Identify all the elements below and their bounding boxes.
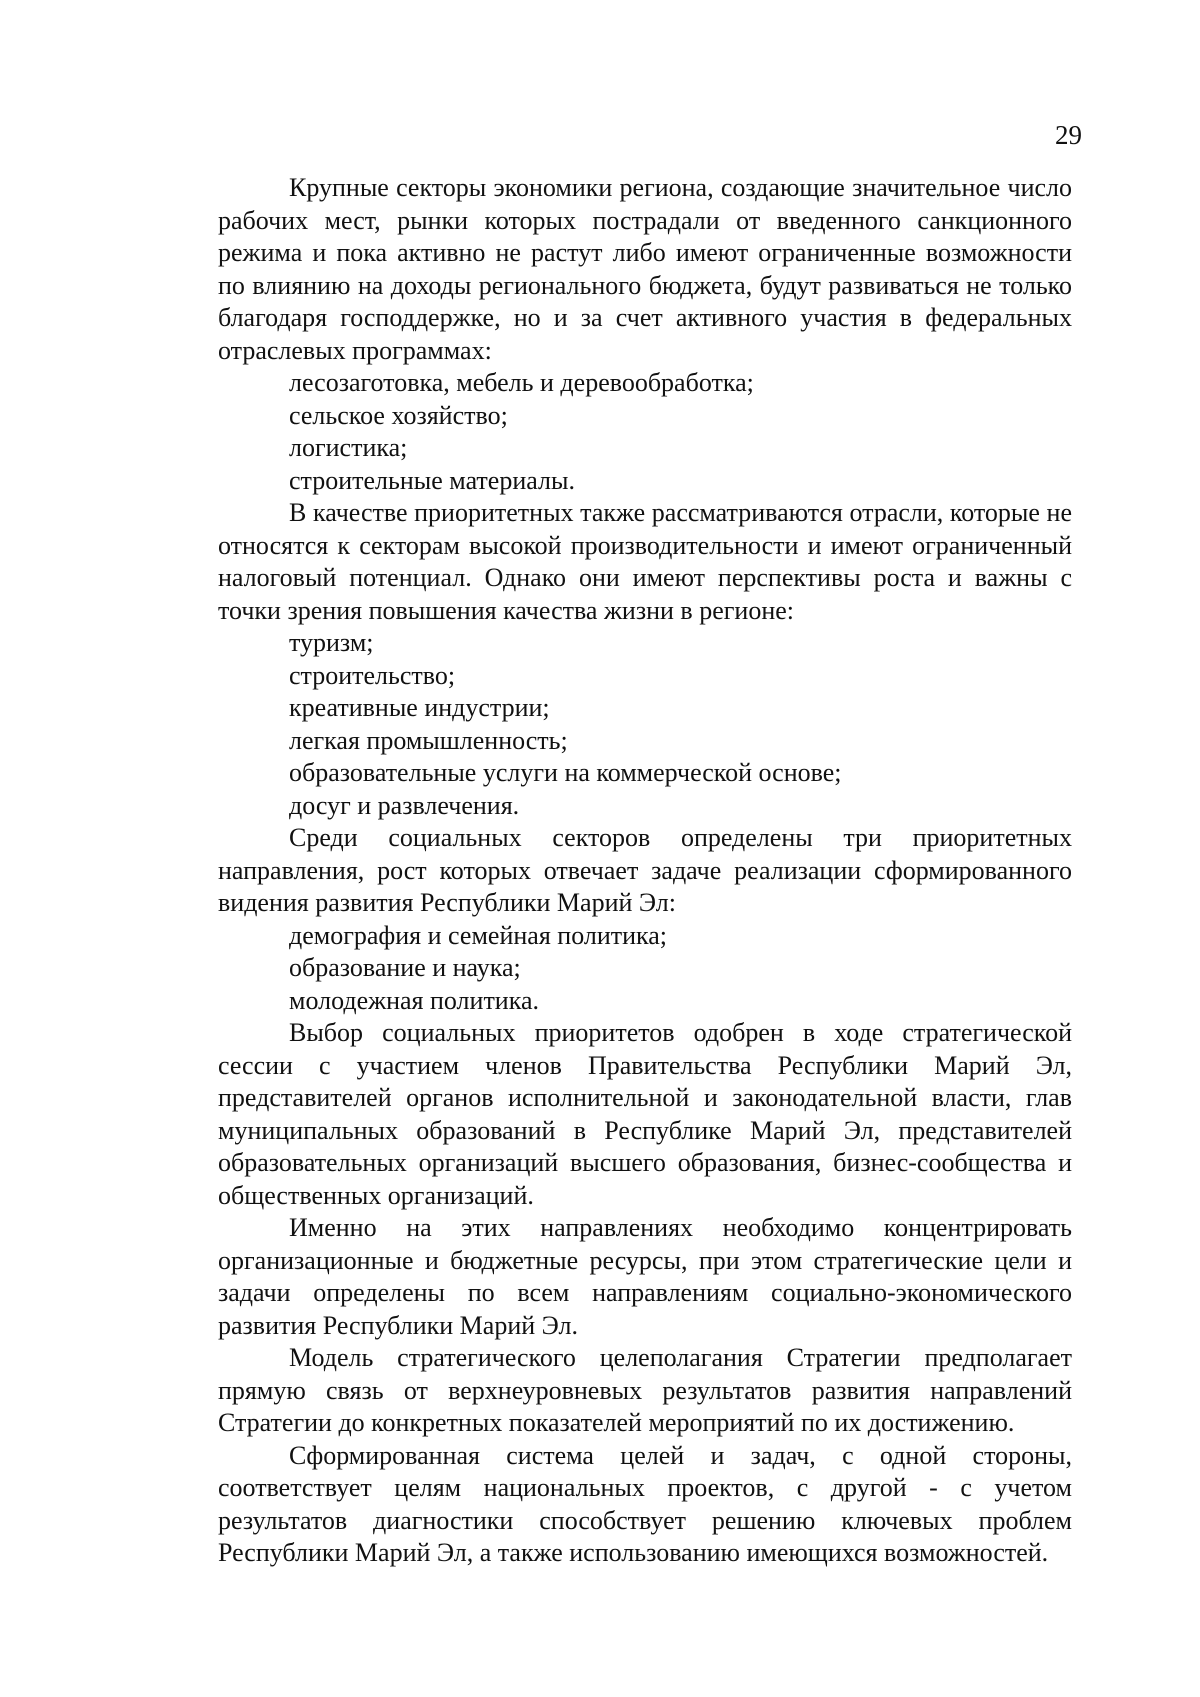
list-item: логистика;	[289, 433, 408, 462]
list-item: образовательные услуги на коммерческой основе;	[289, 758, 842, 787]
list-item: строительные материалы.	[289, 465, 575, 495]
paragraph-sectors-intro: Крупные секторы экономики региона, создающие значительное число рабочих мест, рынки которых пострадали от введенного санкционного режима и пока активно не растут либо имеют ограниченные возможности по влиянию на доходы регионального бюджета, будут развиваться не только благодаря господдержке, но и за счет активного участия в федеральных отраслевых программах:	[218, 173, 1072, 365]
list-item: строительство;	[289, 660, 456, 690]
paragraph-goal-model: Модель стратегического целеполагания Стратегии предполагает прямую связь от верхнеуровневых результатов развития направлений Стратегии до конкретных показателей мероприятий по их достижению.	[218, 1343, 1072, 1437]
list-item: лесозаготовка, мебель и деревообработка;	[289, 368, 754, 397]
paragraph-strategic-session: Выбор социальных приоритетов одобрен в ходе стратегической сессии с участием членов Правительства Республики Марий Эл, представителей органов исполнительной и законодательной власти, глав муниципальных образований в Республике Марий Эл, представителей образовательных организаций высшего образования, бизнес-сообщества и общественных организаций.	[218, 1018, 1072, 1210]
list-item: молодежная политика.	[289, 985, 539, 1015]
list-item: легкая промышленность;	[289, 725, 568, 755]
list-item: сельское хозяйство;	[289, 400, 508, 430]
paragraph-priority-industries: В качестве приоритетных также рассматриваются отрасли, которые не относятся к секторам высокой производительности и имеют ограниченный налоговый потенциал. Однако они имеют перспективы роста и важны с точки зрения повышения качества жизни в регионе:	[218, 498, 1072, 625]
document-body	[218, 172, 1072, 1570]
page-number: 29	[1055, 120, 1082, 150]
paragraph-social-sectors: Среди социальных секторов определены три приоритетных направления, рост которых отвечает задаче реализации сформированного видения развития Республики Марий Эл:	[218, 823, 1072, 917]
list-item: туризм;	[289, 628, 374, 657]
list-item: демография и семейная политика;	[289, 920, 668, 950]
paragraph-resources: Именно на этих направлениях необходимо концентрировать организационные и бюджетные ресурсы, при этом стратегические цели и задачи определены по всем направлениям социально-экономического развития Республики Марий Эл.	[218, 1213, 1072, 1340]
paragraph-goals-system: Сформированная система целей и задач, с одной стороны, соответствует целям национальных проектов, с другой - с учетом результатов диагностики способствует решению ключевых проблем Республики Марий Эл, а также использованию имеющихся возможностей.	[218, 1440, 1072, 1567]
list-item: досуг и развлечения.	[289, 790, 520, 820]
list-item: образование и наука;	[289, 953, 521, 982]
list-item: креативные индустрии;	[289, 693, 550, 722]
